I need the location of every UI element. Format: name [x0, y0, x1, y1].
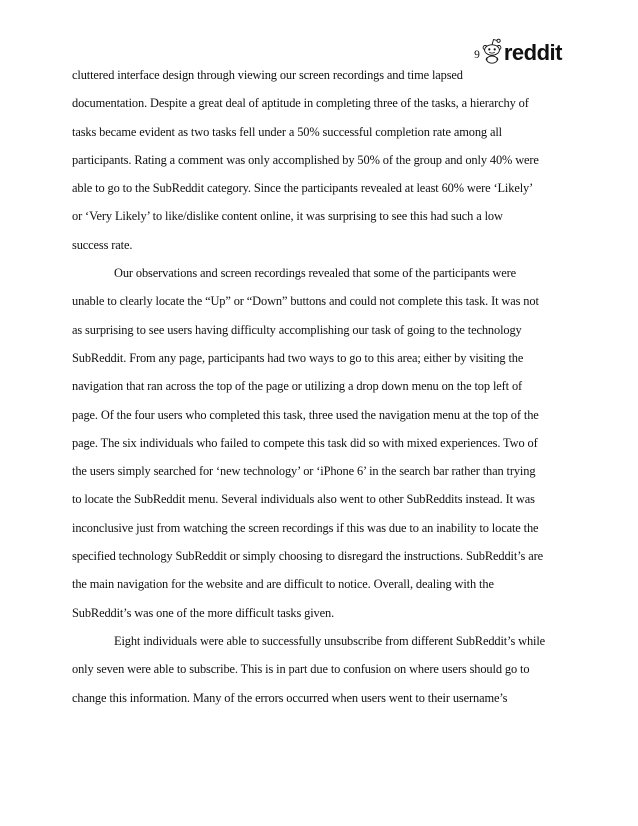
page-number: 9 [474, 49, 480, 61]
text-line: only seven were able to subscribe. This is in part due to confusion on where users should go to [72, 662, 530, 677]
text-line: the users simply searched for ‘new technology’ or ‘iPhone 6’ in the search bar rather than trying [72, 464, 536, 479]
text-line: the main navigation for the website and are difficult to notice. Overall, dealing with the [72, 577, 494, 592]
text-line: success rate. [72, 237, 133, 252]
text-line: page. Of the four users who completed this task, three used the navigation menu at the top of the [72, 407, 539, 422]
text-line: documentation. Despite a great deal of aptitude in completing three of the tasks, a hierarchy of [72, 96, 529, 111]
text-line: able to go to the SubReddit category. Since the participants revealed at least 60% were ‘Likely’ [72, 181, 534, 196]
text-line: specified technology SubReddit or simply choosing to disregard the instructions. SubReddit’s are [72, 549, 543, 564]
text-line: SubReddit. From any page, participants had two ways to go to this area; either by visiting the [72, 350, 524, 365]
reddit-alien-icon [481, 36, 503, 64]
reddit-logo-text: reddit [503, 40, 562, 65]
text-line: tasks became evident as two tasks fell under a 50% successful completion rate among all [72, 124, 502, 139]
text-line: Eight individuals were able to successfully unsubscribe from different SubReddit’s while [114, 633, 546, 648]
text-line: change this information. Many of the errors occurred when users went to their username’s [72, 690, 508, 705]
text-line: participants. Rating a comment was only accomplished by 50% of the group and only 40% were [72, 152, 539, 167]
text-line: cluttered interface design through viewing our screen recordings and time lapsed [72, 68, 463, 82]
text-line: inconclusive just from watching the screen recordings if this was due to an inability to locate the [72, 520, 539, 535]
page-header [474, 34, 562, 64]
text-line: navigation that ran across the top of the page or utilizing a drop down menu on the top left of [72, 379, 523, 394]
body-text [72, 61, 572, 712]
text-line: as surprising to see users having difficulty accomplishing our task of going to the technology [72, 322, 522, 337]
text-line: to locate the SubReddit menu. Several individuals also went to other SubReddits instead. It was [72, 492, 535, 507]
text-line: unable to clearly locate the “Up” or “Down” buttons and could not complete this task. It was not [72, 294, 539, 309]
text-line: or ‘Very Likely’ to like/dislike content online, it was surprising to see this had such a low [72, 209, 503, 224]
text-line: SubReddit’s was one of the more difficult tasks given. [72, 605, 335, 620]
text-line: Our observations and screen recordings revealed that some of the participants were [114, 266, 516, 281]
text-line: page. The six individuals who failed to compete this task did so with mixed experiences. Two of [72, 435, 538, 450]
